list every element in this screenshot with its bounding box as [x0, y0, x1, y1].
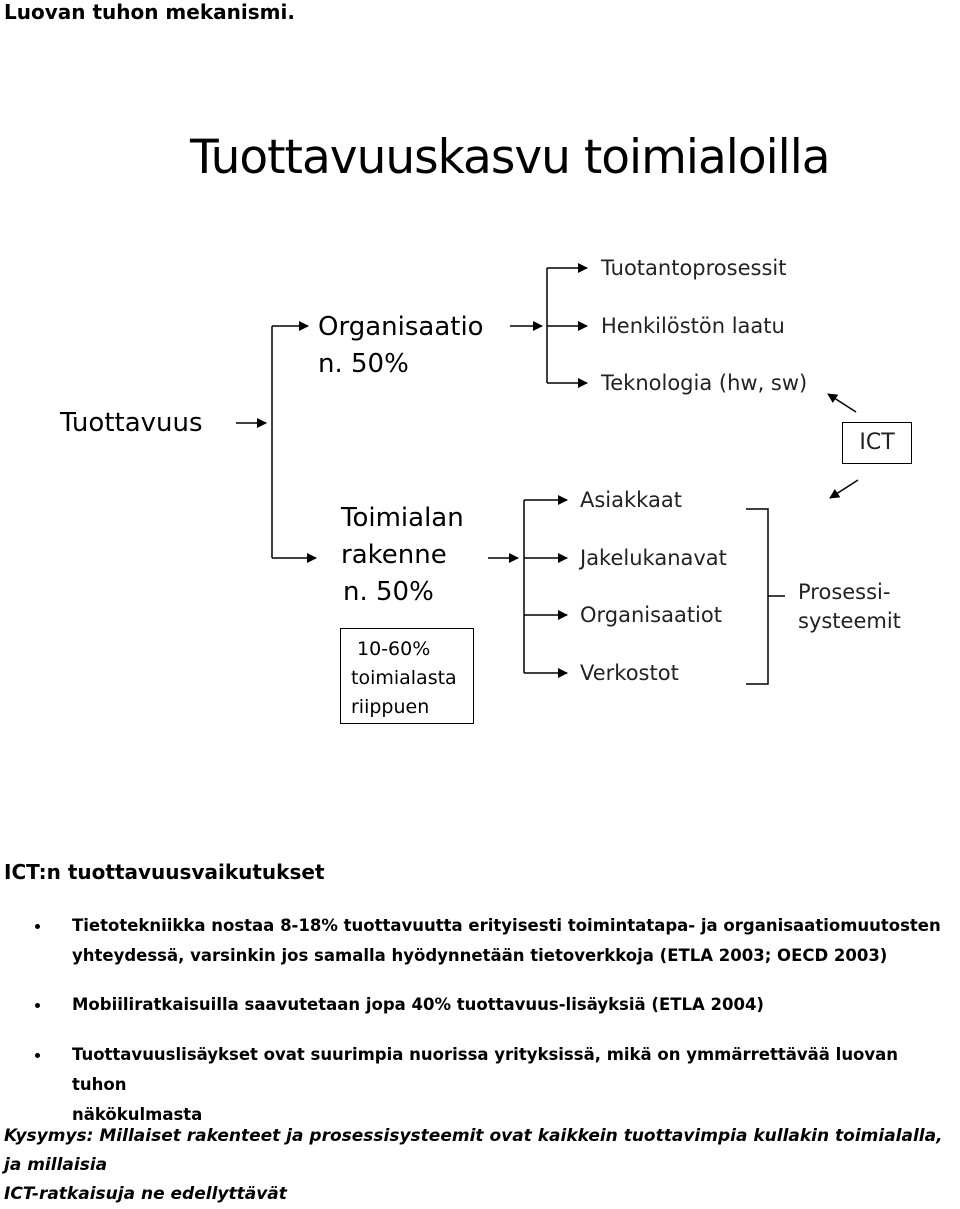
toimialan-line-1: Toimialan	[341, 503, 464, 533]
organisaatio-line-1: Organisaatio	[318, 312, 484, 342]
leaf-jakelukanavat: Jakelukanavat	[580, 546, 727, 570]
prosessi-line-2: systeemit	[798, 609, 901, 633]
question-line-1: Kysymys: Millaiset rakenteet ja prosessisysteemit ovat kaikkein tuottavimpia kullakin toimialalla, ja millaisia	[4, 1126, 943, 1175]
diagram-title: Tuottavuuskasvu toimialoilla	[190, 130, 830, 185]
bullet-1-line-1: Tietotekniikka nostaa 8-18% tuottavuutta erityisesti toimintatapa- ja organisaatiomuutosten	[72, 916, 941, 935]
bracket	[746, 509, 768, 684]
bullet-1-line-2: yhteydessä, varsinkin jos samalla hyödynnetään tietoverkkoja (ETLA 2003; OECD 2003)	[72, 946, 888, 965]
leaf-henkiloston-laatu: Henkilöstön laatu	[601, 314, 785, 338]
ict-box: ICT	[842, 422, 912, 464]
question-text	[4, 1122, 960, 1209]
bullet-3-line-2: näkökulmasta	[72, 1105, 203, 1124]
leaf-verkostot: Verkostot	[580, 661, 679, 685]
leaf-teknologia: Teknologia (hw, sw)	[601, 371, 808, 395]
bullet-dot	[35, 1003, 40, 1008]
bullet-dot	[35, 1053, 40, 1058]
bullet-dot	[35, 924, 40, 929]
organisaatio-line-2: n. 50%	[318, 349, 409, 379]
note-line-1: 10-60%	[357, 638, 431, 660]
page-header: Luovan tuhon mekanismi.	[4, 0, 295, 24]
root-node: Tuottavuus	[60, 408, 203, 438]
note-box	[340, 628, 474, 724]
ict-section-heading: ICT:n tuottavuusvaikutukset	[4, 860, 325, 884]
toimialan-node	[341, 500, 489, 611]
leaf-asiakkaat: Asiakkaat	[580, 488, 682, 512]
question-line-2: ICT-ratkaisuja ne edellyttävät	[4, 1184, 287, 1204]
toimialan-line-2: rakenne	[341, 540, 447, 570]
organisaatio-node	[318, 309, 484, 383]
toimialan-line-3: n. 50%	[343, 577, 434, 607]
leaf-tuotantoprosessit: Tuotantoprosessit	[601, 256, 787, 280]
bullet-item	[42, 911, 942, 971]
leaf-organisaatiot: Organisaatiot	[580, 603, 722, 627]
prosessisysteemit-label	[798, 578, 901, 636]
prosessi-line-1: Prosessi-	[798, 580, 891, 604]
bullet-item	[42, 990, 942, 1020]
bullet-item	[42, 1040, 942, 1130]
note-line-3: riippuen	[351, 696, 430, 718]
note-line-2: toimialasta	[351, 667, 457, 689]
bullet-3-line-1: Tuottavuuslisäykset ovat suurimpia nuorissa yrityksissä, mikä on ymmärrettävää luovan tuhon	[72, 1045, 899, 1094]
arrow-ict-to-teknologia	[828, 394, 856, 412]
arrow-ict-to-prosessi	[830, 480, 858, 498]
bullet-2-line-1: Mobiiliratkaisuilla saavutetaan jopa 40% tuottavuus-lisäyksiä (ETLA 2004)	[72, 995, 764, 1014]
